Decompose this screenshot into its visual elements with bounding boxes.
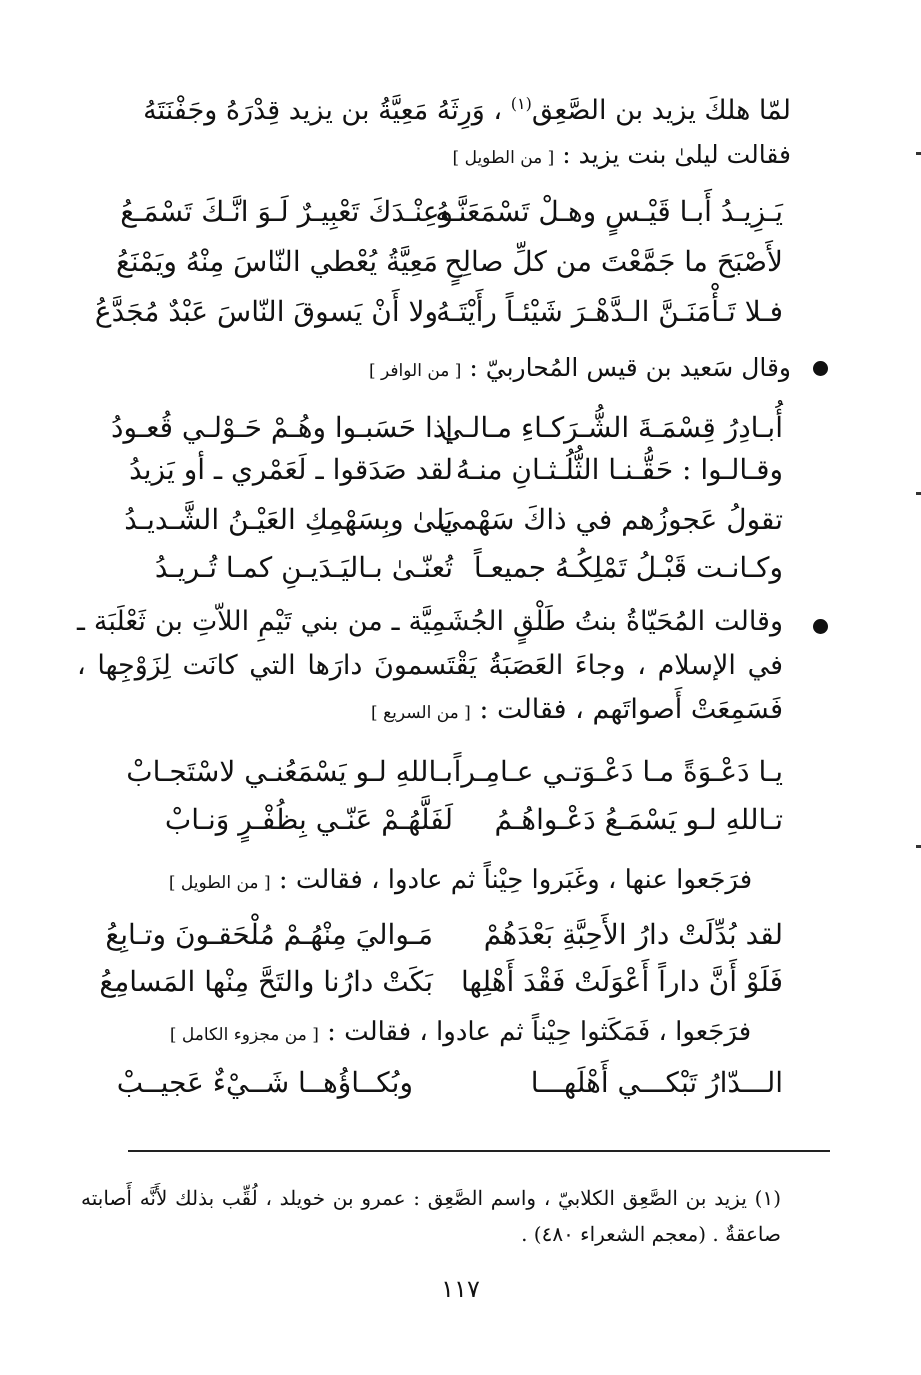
first-hemistich: تـاللهِ لـو يَسْمَـعُ دَعْـواهُـمُ — [494, 803, 783, 836]
second-hemistich: إذا حَسَبـوا وهُـمْ حَـوْلـي قُعـودُ — [110, 411, 453, 444]
second-hemistich: لَفَلَّهُـمْ عَنّـي بِظُفْـرٍ وَنـابْ — [164, 803, 453, 836]
second-hemistich: بَلىٰ وبِسَهْمِكِ العَيْـنُ الشَّـديـدُ — [124, 503, 453, 536]
speaker-line: فقالت ليلىٰ بنت يزيد : — [554, 140, 791, 169]
intro-4-line — [0, 860, 921, 903]
first-hemistich: لأَصْبَحَ ما جَمَّعْتَ من كلِّ صالِحٍ — [444, 245, 783, 278]
second-hemistich: تُعنّـىٰ بـاليَـدَيـنِ كمـا تُـريـدُ — [154, 551, 453, 584]
first-hemistich: فَلَوْ أَنَّ داراً أَعْوَلَتْ فَقْدَ أَهْلِها — [461, 965, 783, 998]
first-hemistich: وكـانـت قَبْـلُ تَمْلِكُـهُ جميعـاً — [473, 551, 783, 584]
footnote-separator — [128, 1150, 830, 1152]
intro-text-rest: ، وَرِثَهُ مَعِيَّةُ بن يزيد قِدْرَهُ وجَفْنَتَهُ — [143, 95, 511, 126]
bullet-marker — [813, 619, 828, 634]
first-hemistich: لقد بُدِّلَتْ دارُ الأَحِبَّةِ بَعْدَهُمْ — [483, 918, 783, 951]
intro-line-2 — [131, 133, 791, 180]
second-hemistich: بـاللهِ لـو يَسْمَعُنـي لاسْتَجـابْ — [126, 755, 453, 788]
footnote-number: (١) — [754, 1186, 782, 1210]
first-hemistich: يـا دَعْـوَةً مـا دَعْـوَتـي عـامِـراً — [453, 755, 783, 788]
speaker-line: وقال سَعيد بن قيس المُحاربيّ : — [461, 353, 791, 382]
first-hemistich: أُبـادِرُ قِسْمَـةَ الشُّـرَكـاءِ مـالـي — [440, 411, 783, 444]
intro-text: لمّا هلكَ يزيد بن الصَّعِق — [531, 95, 791, 126]
narrative-text: وقالت المُحَيّاةُ بنتُ طَلْقٍ الجُشَمِيَّة ـ من بني تَيْمِ اللاّتِ بن ثَعْلَبَة ـ في الإسلام ، وجاءَ العَصَبَةُ يَقْتَسمونَ دارَها التي كانَت لِزَوْجِها ، فَسَمِعَتْ أَصواتَهم ، فقالت : — [77, 606, 783, 725]
narrative-text: فرَجَعوا عنها ، وغَبَروا حِيْناً ثم عادوا ، فقالت : — [270, 865, 753, 895]
meter-label: [ من مجزوء الكامل ] — [169, 1025, 319, 1045]
meter-label: [ من السريع ] — [371, 703, 471, 723]
first-hemistich: وقـالـوا : حَقُّـنـا الثُّلُـثـانِ منـهُ — [455, 453, 783, 486]
first-hemistich: تقولُ عَجوزُهم في ذاكَ سَهْمي — [438, 503, 783, 536]
footnote-reference: (١) — [510, 94, 532, 113]
second-hemistich: مَـواليَ مِنْهُـمْ مُلْحَقـونَ وتـابِعُ — [105, 918, 433, 951]
meter-label: [ من الطويل ] — [452, 148, 555, 168]
page-number: ١١٧ — [441, 1275, 480, 1303]
second-hemistich: ولا أَنْ يَسوقَ النّاسَ عَبْدٌ مُجَدَّعُ — [94, 295, 438, 328]
second-hemistich: بَكَتْ دارُنا والتَحَّ مِنْها المَسامِعُ — [99, 965, 433, 998]
intro-3-paragraph — [77, 600, 783, 735]
meter-label: [ من الوافر ] — [368, 361, 462, 381]
narrative-text: فرَجَعوا ، فَمَكَثوا حِيْناً ثم عادوا ، فقالت : — [318, 1017, 752, 1047]
second-hemistich: وعِنْـدَكَ تَعْبِيـرٌ لَـوَ انَّـكَ تَسْمَـعُ — [120, 195, 453, 228]
intro-line-1 — [131, 82, 791, 133]
scan-edge-mark — [916, 152, 921, 155]
first-hemistich: فـلا تَـأْمَنَـنَّ الـدَّهْـرَ شَيْئـاً رأَيْتَـهُ — [436, 295, 783, 328]
footnote-text: يزيد بن الصَّعِق الكلابيّ ، واسم الصَّعِق : عمرو بن خويلد ، لُقِّب بذلك لأَنَّه أَصابته صاعقةٌ . (معجم الشعراء ٤٨٠) . — [81, 1186, 781, 1246]
first-hemistich: الـــدّارُ تَبْكـــي أَهْلَهـــا — [530, 1066, 783, 1099]
intro-2-line — [131, 346, 791, 393]
meter-label: [ من الطويل ] — [168, 873, 271, 893]
bullet-marker — [813, 361, 828, 376]
scan-edge-mark — [916, 492, 921, 495]
footnote — [81, 1180, 781, 1252]
first-hemistich: يَـزِيـدُ أَبـا قَيْـسٍ وهـلْ تَسْمَعَنَّـهُ — [435, 195, 783, 228]
scan-edge-mark — [916, 845, 921, 848]
intro-5-line — [0, 1012, 921, 1055]
second-hemistich: مَعِيَّةُ يُعْطي النّاسَ مِنْهُ ويَمْنَعُ — [116, 245, 438, 278]
second-hemistich: وبُكــاؤُهــا شَــيْءٌ عَجيــبْ — [116, 1066, 413, 1099]
intro-paragraph — [131, 82, 791, 180]
second-hemistich: لقد صَدَقوا ـ لَعَمْري ـ أو يَزيدُ — [129, 453, 453, 486]
